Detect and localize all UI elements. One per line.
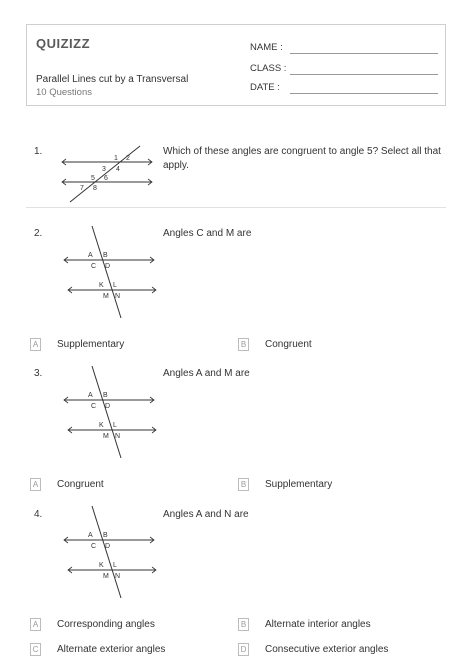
angle-label: A — [88, 532, 93, 539]
angle-label: K — [99, 282, 104, 289]
angle-label: 7 — [80, 185, 84, 192]
question-text: Angles C and M are — [163, 228, 252, 239]
option-text[interactable]: Congruent — [265, 339, 312, 350]
question-text: Which of these angles are congruent to angle 5? Select all that apply. — [163, 146, 441, 171]
angle-label: D — [105, 263, 111, 270]
option-letter-box[interactable]: A — [30, 618, 41, 631]
angle-label: 1 — [114, 155, 118, 162]
class-label: CLASS : — [250, 63, 287, 74]
angle-label: M — [103, 293, 109, 300]
transversal-figure — [58, 220, 158, 322]
parallel-lines-figure — [56, 140, 156, 206]
angle-label: 8 — [93, 185, 97, 192]
worksheet-title: Parallel Lines cut by a Transversal — [36, 74, 189, 85]
question-number: 4. — [34, 509, 43, 520]
angle-label: K — [99, 562, 104, 569]
angle-label: 2 — [126, 155, 130, 162]
option-letter-box[interactable]: C — [30, 643, 41, 656]
transversal-figure — [58, 360, 158, 462]
date-field[interactable] — [290, 93, 438, 94]
option-text[interactable]: Consecutive exterior angles — [265, 644, 389, 655]
option-letter-box[interactable]: B — [238, 478, 249, 491]
option-text[interactable]: Alternate interior angles — [265, 619, 371, 630]
question-number: 2. — [34, 228, 43, 239]
angle-label: L — [113, 562, 117, 569]
name-label: NAME : — [250, 42, 283, 53]
question-number: 1. — [34, 146, 43, 157]
angle-label: 6 — [104, 175, 108, 182]
option-letter-box[interactable]: A — [30, 478, 41, 491]
option-text[interactable]: Corresponding angles — [57, 619, 155, 630]
question-count: 10 Questions — [36, 87, 92, 98]
angle-label: C — [91, 403, 97, 410]
option-letter-box[interactable]: D — [238, 643, 249, 656]
question-text: Angles A and M are — [163, 368, 250, 379]
angle-label: A — [88, 392, 93, 399]
angle-label: N — [115, 573, 121, 580]
class-field[interactable] — [290, 74, 438, 75]
question-number: 3. — [34, 368, 43, 379]
option-text[interactable]: Supplementary — [265, 479, 333, 490]
angle-label: M — [103, 573, 109, 580]
angle-label: A — [88, 252, 93, 259]
angle-label: D — [105, 543, 111, 550]
angle-label: L — [113, 422, 117, 429]
option-letter-box[interactable]: B — [238, 618, 249, 631]
angle-label: N — [115, 293, 121, 300]
angle-label: B — [103, 252, 108, 259]
angle-label: M — [103, 433, 109, 440]
divider — [26, 207, 446, 208]
question-text: Angles A and N are — [163, 509, 249, 520]
option-text[interactable]: Congruent — [57, 479, 104, 490]
option-letter-box[interactable]: B — [238, 338, 249, 351]
angle-label: B — [103, 532, 108, 539]
angle-label: K — [99, 422, 104, 429]
transversal-figure — [58, 500, 158, 602]
angle-label: 3 — [102, 166, 106, 173]
date-label: DATE : — [250, 82, 280, 93]
name-field[interactable] — [290, 53, 438, 54]
quizizz-logo: QUIZIZZ — [36, 36, 91, 51]
angle-label: 5 — [91, 175, 95, 182]
option-text[interactable]: Supplementary — [57, 339, 125, 350]
option-letter-box[interactable]: A — [30, 338, 41, 351]
angle-label: N — [115, 433, 121, 440]
angle-label: C — [91, 263, 97, 270]
option-text[interactable]: Alternate exterior angles — [57, 644, 166, 655]
angle-label: C — [91, 543, 97, 550]
angle-label: L — [113, 282, 117, 289]
angle-label: B — [103, 392, 108, 399]
angle-label: D — [105, 403, 111, 410]
angle-label: 4 — [116, 166, 120, 173]
